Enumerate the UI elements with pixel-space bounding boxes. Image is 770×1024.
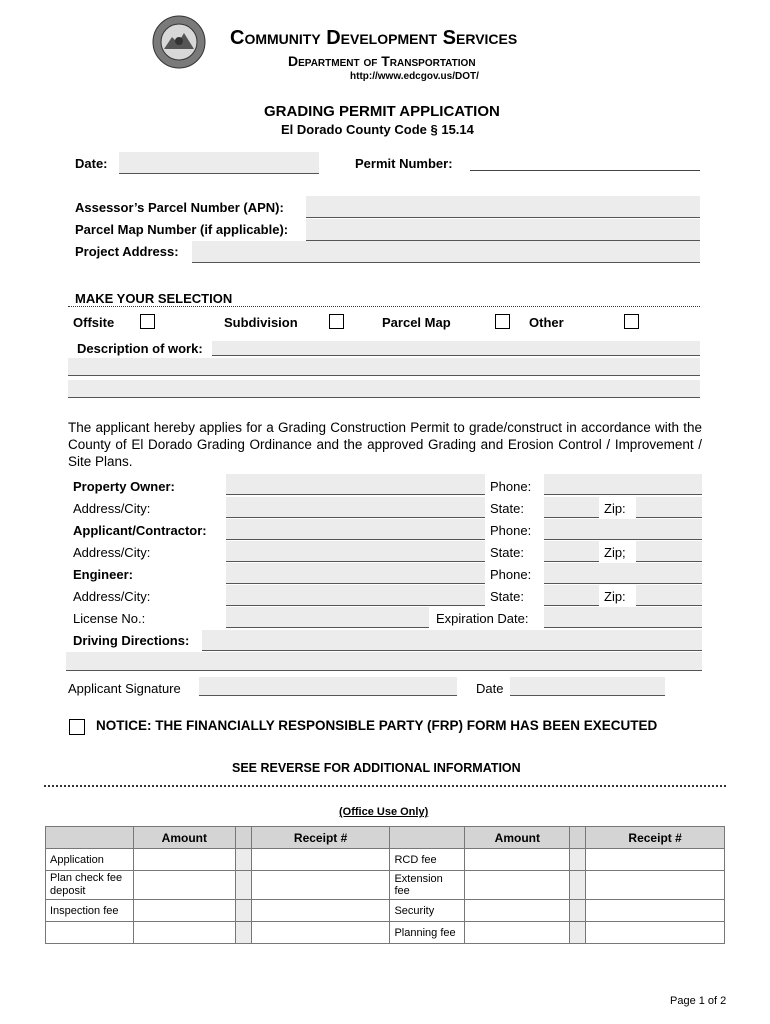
office-table-header (46, 827, 725, 849)
applicant-zip-input[interactable] (636, 541, 702, 562)
applicant-zip-label: Zip; (604, 545, 626, 560)
header-blank-right (390, 827, 465, 849)
driving-directions-label: Driving Directions: (73, 633, 190, 648)
owner-zip-input[interactable] (636, 497, 702, 518)
parcel-map-number-input[interactable] (306, 219, 700, 241)
applicant-address-label: Address/City: (73, 545, 151, 560)
applicant-signature-label: Applicant Signature (68, 681, 181, 696)
applicant-phone-input[interactable] (544, 519, 702, 540)
apn-input[interactable] (306, 196, 700, 218)
option-parcel-map-label: Parcel Map (382, 315, 451, 330)
applicant-state-label: State: (490, 545, 524, 560)
gap-cell (235, 871, 251, 900)
office-divider (44, 785, 726, 787)
description-input-line-3[interactable] (68, 380, 700, 398)
department-name: Department of Transportation (288, 53, 476, 69)
engineer-state-label: State: (490, 589, 524, 604)
gap-cell (570, 871, 586, 900)
engineer-state-input[interactable] (544, 585, 599, 606)
owner-state-label: State: (490, 501, 524, 516)
applicant-signature-input[interactable] (199, 677, 457, 696)
option-subdivision-label: Subdivision (224, 315, 298, 330)
project-address-label: Project Address: (75, 244, 179, 259)
option-offsite-checkbox[interactable] (140, 314, 155, 329)
owner-zip-label: Zip: (604, 501, 626, 516)
receipt-cell[interactable] (251, 849, 390, 871)
signature-date-label: Date (476, 681, 504, 696)
engineer-zip-input[interactable] (636, 585, 702, 606)
gap-cell (235, 849, 251, 871)
table-row (46, 849, 725, 871)
receipt-cell[interactable] (586, 900, 725, 922)
gap-cell (235, 922, 251, 944)
header-amount-left: Amount (133, 827, 235, 849)
owner-state-input[interactable] (544, 497, 599, 518)
license-no-label: License No.: (73, 611, 146, 626)
applicant-phone-label: Phone: (490, 523, 532, 538)
department-url[interactable]: http://www.edcgov.us/DOT/ (350, 71, 479, 82)
amount-cell[interactable] (133, 849, 235, 871)
option-offsite-label: Offsite (73, 315, 115, 330)
receipt-cell[interactable] (586, 922, 725, 944)
amount-cell[interactable] (465, 922, 570, 944)
form-title: GRADING PERMIT APPLICATION (264, 103, 500, 120)
applicant-statement: The applicant hereby applies for a Grading Construction Permit to grade/construct in accordance with the County of El Dorado Grading Ordinance and the approved Grading and Erosion Control / Improvement / Site Plans. (68, 420, 702, 469)
amount-cell[interactable] (133, 922, 235, 944)
apn-label: Assessor’s Parcel Number (APN): (75, 200, 284, 215)
property-owner-input[interactable] (226, 474, 485, 495)
signature-date-input[interactable] (510, 677, 665, 696)
table-row (46, 922, 725, 944)
license-no-input[interactable] (226, 607, 429, 628)
amount-cell[interactable] (133, 900, 235, 922)
engineer-phone-label: Phone: (490, 567, 532, 582)
expiration-date-input[interactable] (544, 607, 702, 628)
office-use-table (45, 826, 725, 944)
date-input[interactable] (119, 152, 319, 174)
parcel-map-number-label: Parcel Map Number (if applicable): (75, 222, 289, 237)
engineer-address-label: Address/City: (73, 589, 151, 604)
engineer-address-input[interactable] (226, 585, 485, 606)
option-subdivision-checkbox[interactable] (329, 314, 344, 329)
fee-label: Planning fee (390, 922, 465, 944)
form-code: El Dorado County Code § 15.14 (281, 122, 474, 137)
gap-cell (570, 900, 586, 922)
receipt-cell[interactable] (251, 871, 390, 900)
permit-number-input[interactable] (470, 170, 700, 171)
page-number: Page 1 of 2 (670, 995, 727, 1007)
driving-directions-input-short[interactable] (202, 630, 226, 651)
option-parcel-map-checkbox[interactable] (495, 314, 510, 329)
owner-address-input[interactable] (226, 497, 485, 518)
header-receipt-right: Receipt # (586, 827, 725, 849)
table-row (46, 871, 725, 900)
selection-divider (68, 306, 700, 307)
fee-label: Application (46, 849, 134, 871)
amount-cell[interactable] (465, 849, 570, 871)
applicant-contractor-input[interactable] (226, 519, 485, 540)
receipt-cell[interactable] (251, 900, 390, 922)
header-gap-right (570, 827, 586, 849)
selection-heading: MAKE YOUR SELECTION (75, 291, 233, 306)
header-amount-right: Amount (465, 827, 570, 849)
project-address-input[interactable] (192, 241, 700, 263)
fee-label: Plan check fee deposit (46, 871, 134, 900)
engineer-phone-input[interactable] (544, 563, 702, 584)
description-input-line-2[interactable] (68, 358, 700, 376)
property-owner-label: Property Owner: (73, 479, 175, 494)
amount-cell[interactable] (465, 871, 570, 900)
fee-label: RCD fee (390, 849, 465, 871)
receipt-cell[interactable] (586, 871, 725, 900)
see-reverse-note: SEE REVERSE FOR ADDITIONAL INFORMATION (232, 761, 521, 775)
description-input-line-1[interactable] (212, 341, 700, 356)
header-gap-left (235, 827, 251, 849)
frp-notice-checkbox[interactable] (69, 719, 85, 735)
county-seal (152, 15, 206, 69)
applicant-address-input[interactable] (226, 541, 485, 562)
applicant-state-input[interactable] (544, 541, 599, 562)
owner-phone-input[interactable] (544, 474, 702, 495)
option-other-checkbox[interactable] (624, 314, 639, 329)
option-other-label: Other (529, 315, 564, 330)
applicant-contractor-label: Applicant/Contractor: (73, 523, 207, 538)
gap-cell (570, 922, 586, 944)
gap-cell (570, 849, 586, 871)
header-receipt-left: Receipt # (251, 827, 390, 849)
header-blank-left (46, 827, 134, 849)
amount-cell[interactable] (133, 871, 235, 900)
owner-phone-label: Phone: (490, 479, 532, 494)
engineer-label: Engineer: (73, 567, 133, 582)
table-row (46, 900, 725, 922)
driving-directions-input-line-2[interactable] (66, 652, 702, 671)
expiration-date-label: Expiration Date: (436, 611, 529, 626)
frp-notice-text: NOTICE: THE FINANCIALLY RESPONSIBLE PARTY (FRP) FORM HAS BEEN EXECUTED (96, 718, 658, 733)
receipt-cell[interactable] (251, 922, 390, 944)
receipt-cell[interactable] (586, 849, 725, 871)
fee-label: Extension fee (390, 871, 465, 900)
amount-cell[interactable] (465, 900, 570, 922)
date-label: Date: (75, 156, 108, 171)
description-label: Description of work: (77, 341, 203, 356)
engineer-input[interactable] (226, 563, 485, 584)
owner-address-label: Address/City: (73, 501, 151, 516)
driving-directions-input-line-1[interactable] (226, 630, 702, 651)
permit-number-label: Permit Number: (355, 156, 453, 171)
gap-cell (235, 900, 251, 922)
office-use-heading: (Office Use Only) (339, 806, 429, 818)
engineer-zip-label: Zip: (604, 589, 626, 604)
fee-label (46, 922, 134, 944)
fee-label: Inspection fee (46, 900, 134, 922)
fee-label: Security (390, 900, 465, 922)
agency-name: Community Development Services (230, 27, 518, 49)
